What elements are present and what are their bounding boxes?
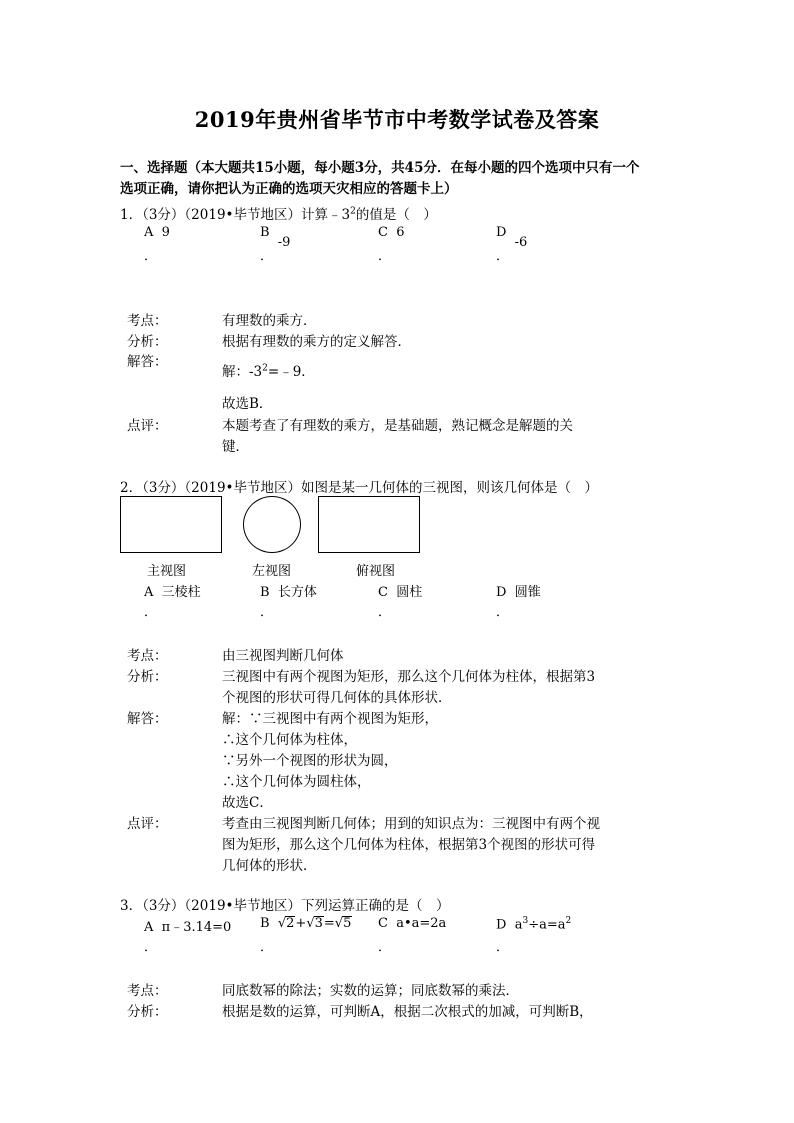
q1-dot-a: ． <box>144 249 158 264</box>
q2-option-d: D 圆锥 <box>496 585 541 600</box>
q2-dianping-text-1: 考查由三视图判断几何体；用到的知识点为：三视图中有两个视 <box>222 816 600 832</box>
q1-stem: 1．（3分）（2019•毕节地区）计算$﹣3^2$的值是（ ） <box>120 206 437 223</box>
q3-option-a: A π﹣3.14=0 <box>144 920 232 935</box>
q1-option-c: C 6 <box>378 225 405 240</box>
q1-dot-d: ． <box>496 249 510 264</box>
q2-kaodian-label: 考点： <box>127 648 168 664</box>
q1-kaodian-text: 有理数的乘方． <box>222 313 317 329</box>
caption-top-view: 俯视图 <box>356 564 396 579</box>
q1-dianping-label: 点评： <box>127 418 168 434</box>
q2-option-b: B 长方体 <box>260 585 317 600</box>
q1-option-a: A 9 <box>144 225 170 240</box>
q2-jieda-line-5: 故选C． <box>222 795 273 811</box>
q3-option-b: B √2+√3=√5 <box>260 916 352 931</box>
q2-dot-d: ． <box>496 605 510 620</box>
q2-option-a: A 三棱柱 <box>144 585 201 600</box>
q3-option-c: C a•a=2a <box>378 916 447 931</box>
q2-dianping-label: 点评： <box>127 816 168 832</box>
q1-jieda-text: 解：$-3^2=﹣9$． <box>222 363 315 380</box>
side-view-circle <box>243 496 301 553</box>
q3-kaodian-label: 考点： <box>127 983 168 999</box>
q1-dianping-text-2: 键． <box>222 439 249 455</box>
q1-fenxi-label: 分析： <box>127 334 168 350</box>
section-header-line2: 选项正确，请你把认为正确的选项天灾相应的答题卡上） <box>120 181 458 197</box>
q1-fenxi-text: 根据有理数的乘方的定义解答． <box>222 334 411 350</box>
caption-side-view: 左视图 <box>252 564 292 579</box>
q2-kaodian-text: 由三视图判断几何体 <box>222 648 344 664</box>
q2-dianping-text-3: 几何体的形状． <box>222 858 317 874</box>
q2-option-c: C 圆柱 <box>378 585 423 600</box>
q2-dot-a: ． <box>144 605 158 620</box>
q1-kaodian-label: 考点： <box>127 313 168 329</box>
q2-fenxi-text-2: 个视图的形状可得几何体的具体形状． <box>222 690 452 706</box>
q1-jieda-label: 解答： <box>127 354 168 370</box>
q1-dot-b: ． <box>260 249 274 264</box>
q3-stem: 3．（3分）（2019•毕节地区）下列运算正确的是（ ） <box>120 898 450 914</box>
q2-dot-c: ． <box>378 605 392 620</box>
q2-jieda-line-4: ∴这个几何体为圆柱体， <box>222 774 371 790</box>
q3-dot-d: ． <box>496 940 510 955</box>
q3-dot-b: ． <box>260 940 274 955</box>
q3-fenxi-label: 分析： <box>127 1004 168 1020</box>
front-view-rectangle <box>120 496 222 553</box>
section-header-line1: 一、选择题（本大题共15小题，每小题3分，共45分．在每小题的四个选项中只有一个 <box>120 160 640 176</box>
q2-stem: 2．（3分）（2019•毕节地区）如图是某一几何体的三视图，则该几何体是（ ） <box>120 480 598 496</box>
q1-option-b: B -9 <box>260 225 291 250</box>
q3-kaodian-text: 同底数幂的除法；实数的运算；同底数幂的乘法． <box>222 983 519 999</box>
top-view-rectangle <box>318 496 420 553</box>
q3-dot-c: ． <box>378 940 392 955</box>
q2-jieda-line-3: ∵另外一个视图的形状为圆， <box>222 753 398 769</box>
q1-dot-c: ． <box>378 249 392 264</box>
q2-dianping-text-2: 图为矩形，那么这个几何体为柱体，根据第3个视图的形状可得 <box>222 837 596 853</box>
q2-fenxi-label: 分析： <box>127 669 168 685</box>
q1-option-d: D -6 <box>496 225 528 250</box>
page-title: 2019年贵州省毕节市中考数学试卷及答案 <box>194 107 600 132</box>
caption-front-view: 主视图 <box>147 564 187 579</box>
q3-dot-a: ． <box>144 940 158 955</box>
q3-option-d: D $a^3\div a=a^2$ <box>496 916 572 933</box>
q1-dianping-text-1: 本题考查了有理数的乘方，是基础题，熟记概念是解题的关 <box>222 418 573 434</box>
q2-dot-b: ． <box>260 605 274 620</box>
q2-jieda-line-1: 解：∵三视图中有两个视图为矩形， <box>222 711 438 727</box>
q1-jieda-text-2: 故选B． <box>222 396 273 412</box>
q2-fenxi-text-1: 三视图中有两个视图为矩形，那么这个几何体为柱体，根据第3 <box>222 669 596 685</box>
q2-jieda-label: 解答： <box>127 711 168 727</box>
q3-fenxi-text: 根据是数的运算，可判断A，根据二次根式的加减，可判断B， <box>222 1004 593 1020</box>
q2-jieda-line-2: ∴这个几何体为柱体， <box>222 732 357 748</box>
